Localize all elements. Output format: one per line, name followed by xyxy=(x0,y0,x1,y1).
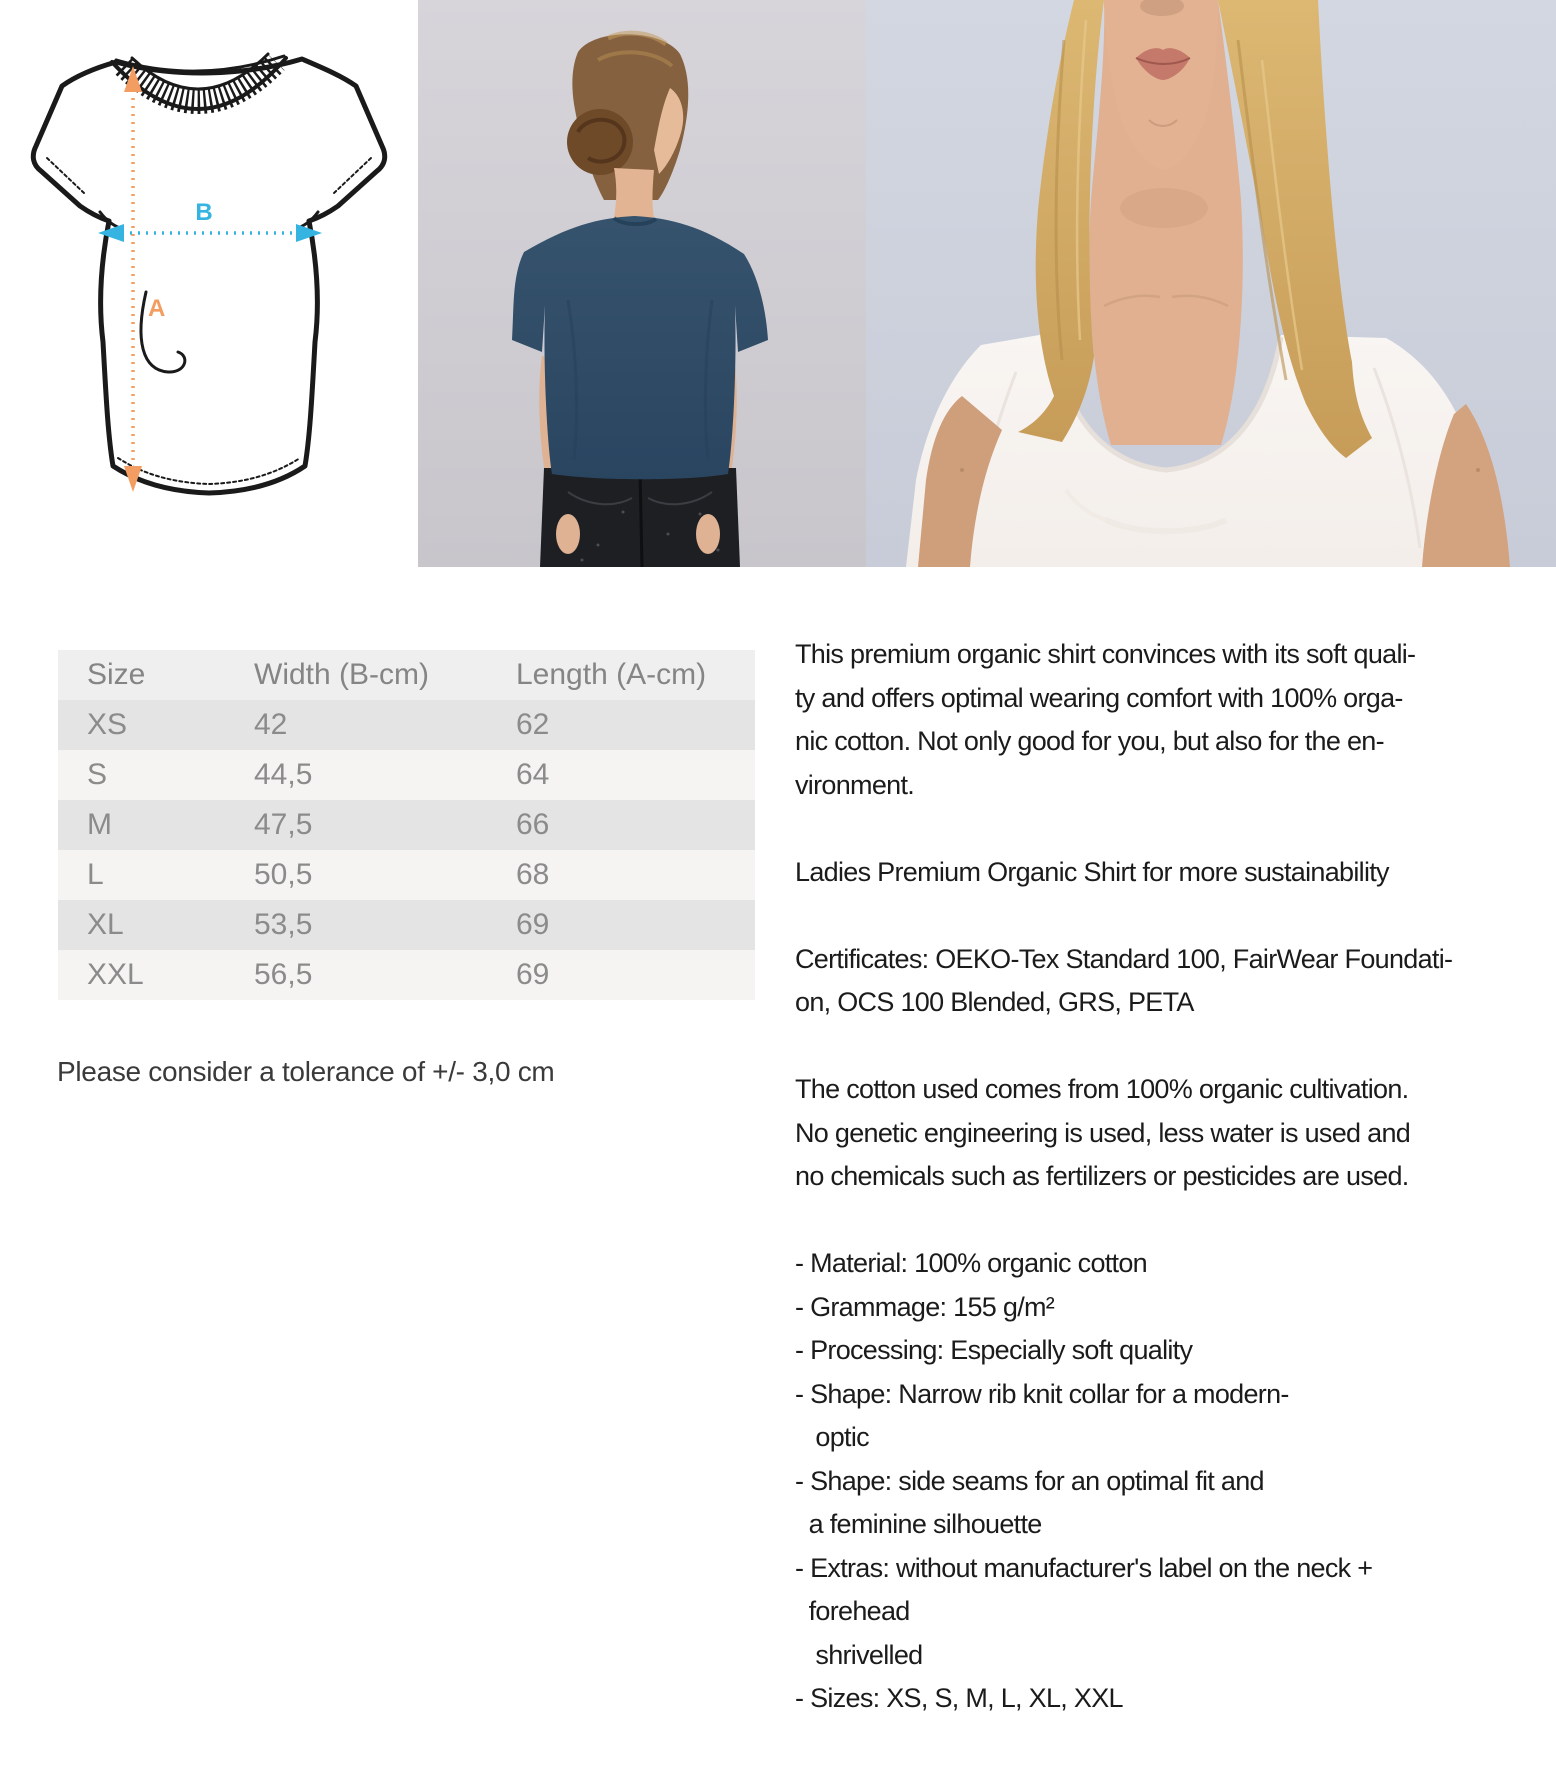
cell-length: 64 xyxy=(516,758,550,791)
description-line: shrivelled xyxy=(795,1639,923,1670)
cell-length: 68 xyxy=(516,858,550,891)
cell-size: L xyxy=(87,858,104,891)
cell-size: S xyxy=(87,758,108,791)
header-cell: Size xyxy=(87,658,146,691)
table-row xyxy=(58,950,755,1000)
back-view-photo xyxy=(418,0,866,567)
cell-length: 69 xyxy=(516,908,550,941)
cell-width: 50,5 xyxy=(254,858,313,891)
product-description xyxy=(795,633,1452,1721)
table-row xyxy=(58,700,755,750)
table-row xyxy=(58,850,755,900)
cell-size: XS xyxy=(87,708,128,741)
description-line: no chemicals such as fertilizers or pesticides are used. xyxy=(795,1161,1409,1191)
description-line: No genetic engineering is used, less water is used and xyxy=(795,1117,1411,1148)
cell-size: M xyxy=(87,808,112,841)
measurement-diagram xyxy=(0,0,418,567)
woman-back-neck xyxy=(614,168,654,218)
description-line: - Shape: side seams for an optimal fit and xyxy=(795,1465,1264,1496)
label-a: A xyxy=(148,295,166,322)
description-line: ty and offers optimal wearing comfort with 100% orga- xyxy=(795,682,1403,713)
description-line: - Material: 100% organic cotton xyxy=(795,1248,1147,1278)
cell-width: 53,5 xyxy=(254,908,313,941)
right-hand xyxy=(696,514,720,554)
cell-length: 62 xyxy=(516,708,550,741)
label-b: B xyxy=(195,199,213,226)
header-cell: Length (A-cm) xyxy=(516,658,707,691)
table-header xyxy=(58,650,755,700)
cell-size: XL xyxy=(87,908,124,941)
header-cell: Width (B-cm) xyxy=(254,658,429,691)
description-line: Ladies Premium Organic Shirt for more sustainability xyxy=(795,856,1389,887)
size-table xyxy=(58,650,755,1000)
table-body xyxy=(58,700,755,1000)
description-line: optic xyxy=(795,1422,869,1452)
table-row xyxy=(58,800,755,850)
cell-width: 44,5 xyxy=(254,758,313,791)
description-line: a feminine silhouette xyxy=(795,1509,1042,1539)
cell-length: 69 xyxy=(516,958,550,991)
table-row xyxy=(58,900,755,950)
tshirt-body-outline xyxy=(33,54,384,493)
left-hand xyxy=(556,514,580,554)
description-line: The cotton used comes from 100% organic cultivation. xyxy=(795,1074,1409,1104)
tolerance-note: Please consider a tolerance of +/- 3,0 cm xyxy=(57,1056,555,1087)
description-line: - Shape: Narrow rib knit collar for a modern- xyxy=(795,1378,1289,1409)
cell-width: 56,5 xyxy=(254,958,313,991)
navy-tshirt-back xyxy=(512,216,768,479)
description-line: - Extras: without manufacturer's label on the neck + xyxy=(795,1552,1373,1583)
tshirt-outline-drawing xyxy=(0,0,418,567)
description-line: vironment. xyxy=(795,769,915,800)
description-line: on, OCS 100 Blended, GRS, PETA xyxy=(795,987,1194,1017)
description-line xyxy=(795,1199,1452,1243)
description-line xyxy=(795,1025,1452,1069)
front-view-photo xyxy=(866,0,1556,567)
description-line: - Grammage: 155 g/m² xyxy=(795,1291,1055,1322)
description-line: nic cotton. Not only good for you, but also for the en- xyxy=(795,726,1384,756)
cell-width: 47,5 xyxy=(254,808,313,841)
description-line xyxy=(795,894,1452,938)
cell-size: XXL xyxy=(87,958,144,991)
description-line: - Sizes: XS, S, M, L, XL, XXL xyxy=(795,1683,1123,1713)
description-line xyxy=(795,807,1452,851)
cell-width: 42 xyxy=(254,708,288,741)
cell-length: 66 xyxy=(516,808,550,841)
description-line: Certificates: OEKO-Tex Standard 100, FairWear Foundati- xyxy=(795,943,1453,974)
description-line: This premium organic shirt convinces with its soft quali- xyxy=(795,639,1416,669)
description-line: forehead xyxy=(795,1596,910,1626)
table-row xyxy=(58,750,755,800)
description-line: - Processing: Especially soft quality xyxy=(795,1335,1193,1365)
